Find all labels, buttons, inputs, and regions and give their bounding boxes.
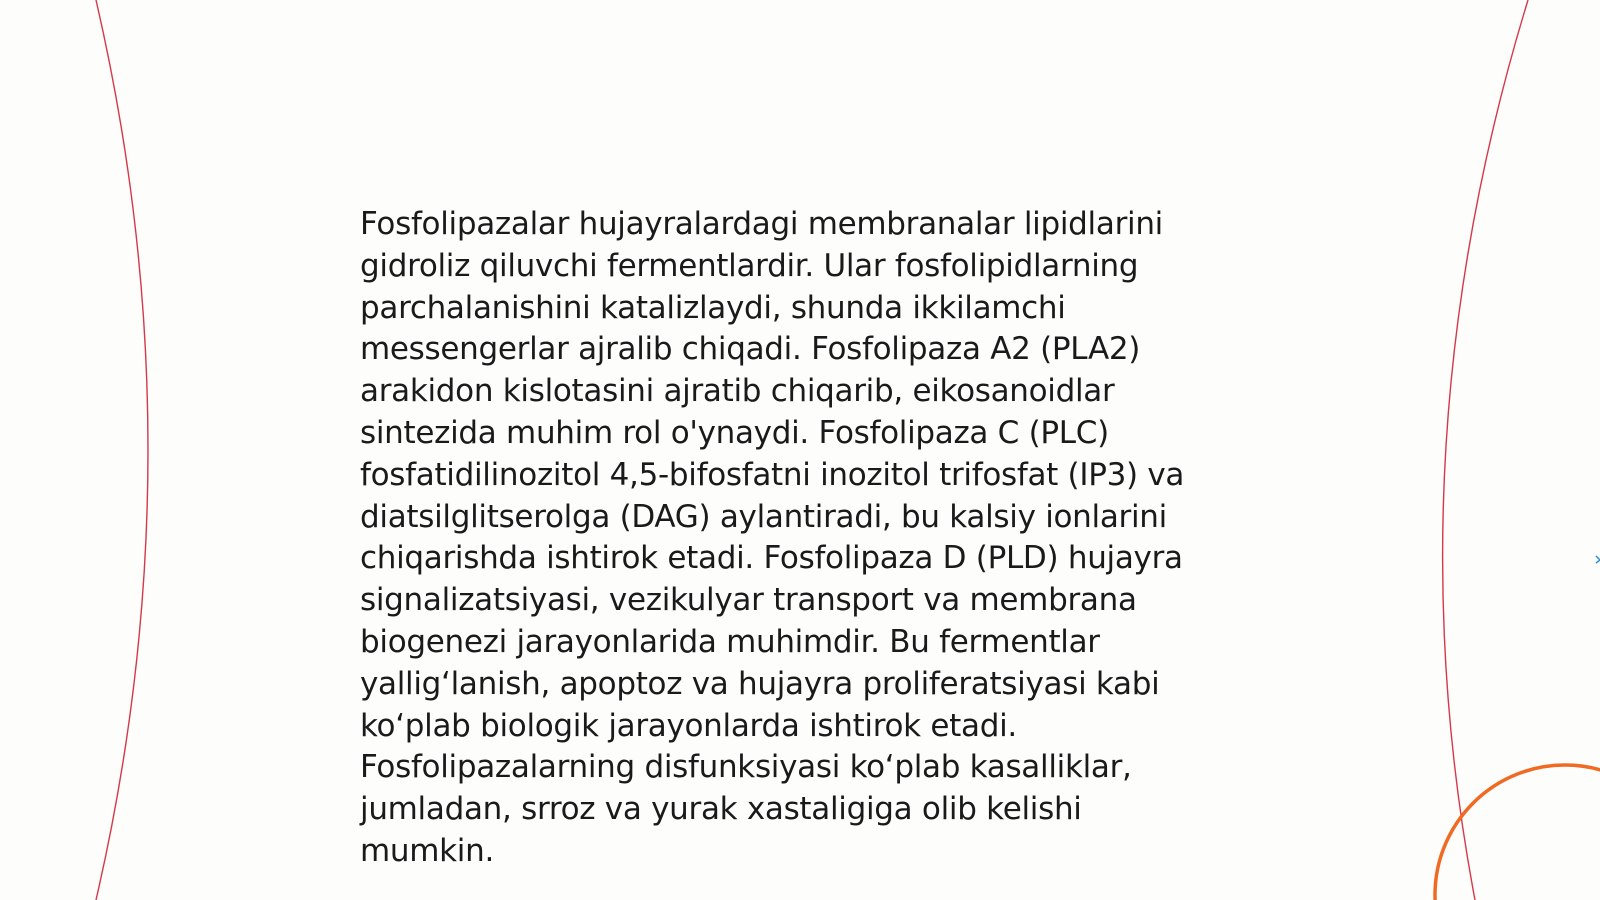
orange-circle-accent [1435,765,1600,900]
right-curve-line [1443,0,1528,900]
left-curve-line [96,0,148,900]
body-paragraph: Fosfolipazalar hujayralardagi membranalar lipidlarini gidroliz qiluvchi fermentlardir. Ular fosfolipidlarning parchalanishini katalizlaydi, shunda ikkilamchi messengerlar ajralib chiqadi. Fosfolipaza A2 (PLA2) arakidon kislotasini ajratib chiqarib, eikosanoidlar sintezida muhim rol o'ynaydi. Fosfolipaza C (PLC) fosfatidilinozitol 4,5-bifosfatni inozitol trifosfat (IP3) va diatsilglitserolga (DAG) aylantiradi, bu kalsiy ionlarini chiqarishda ishtirok etadi. Fosfolipaza D (PLD) hujayra signalizatsiyasi, vezikulyar transport va membrana biogenezi jarayonlarida muhimdir. Bu fermentlar yallig‘lanish, apoptoz va hujayra proliferatsiyasi kabi ko‘plab biologik jarayonlarda ishtirok etadi. Fosfolipazalarning disfunksiyasi ko‘plab kasalliklar, jumladan, srroz va yurak xastaligiga olib kelishi mumkin. [360,206,1185,869]
blue-tick-accent [1596,556,1600,563]
